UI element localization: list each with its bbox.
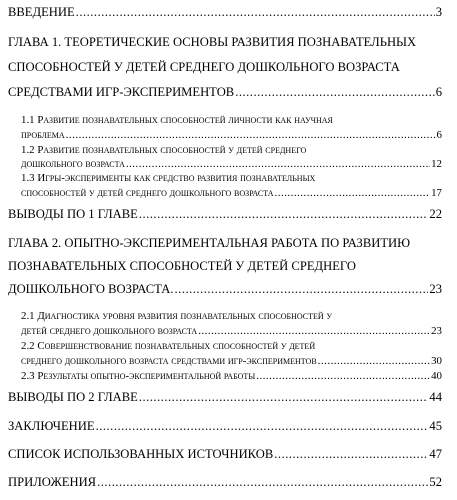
toc-page-number: 23 xyxy=(429,282,442,296)
toc-entry-title: ВЫВОДЫ ПО 1 ГЛАВЕ xyxy=(8,207,138,221)
toc-entry-title-line: детей среднего дошкольного возраста xyxy=(21,325,198,337)
toc-entry-title-line: 1.2 Развитие познавательных способностей у детей среднего xyxy=(21,144,307,156)
toc-entry-intro[interactable] xyxy=(8,5,442,20)
toc-entry-title-line: 2.1 Диагностика уровня развития познавательных способностей у xyxy=(21,310,333,322)
toc-page-number: 6 xyxy=(436,129,442,141)
toc-entry-title-line: ПОЗНАВАТЕЛЬНЫХ СПОСОБНОСТЕЙ У ДЕТЕЙ СРЕДНЕГО xyxy=(8,259,356,273)
dot-leader xyxy=(139,207,429,222)
toc-entry-last-line xyxy=(21,158,442,170)
toc-page-number: 12 xyxy=(431,158,442,170)
toc-entry-title-line: ГЛАВА 2. ОПЫТНО-ЭКСПЕРИМЕНТАЛЬНАЯ РАБОТА ПО РАЗВИТИЮ xyxy=(8,236,411,250)
toc-entry-last-line xyxy=(21,325,442,337)
toc-entry-conclusions-2[interactable] xyxy=(8,390,442,405)
dot-leader xyxy=(198,325,430,337)
toc-page-number: 45 xyxy=(429,419,442,433)
toc-entry-conclusion[interactable] xyxy=(8,419,442,434)
toc-entry-title: ВВЕДЕНИЕ xyxy=(8,5,75,19)
toc-page-number: 3 xyxy=(435,5,442,19)
dot-leader xyxy=(97,475,428,490)
dot-leader xyxy=(235,85,435,100)
toc-entry-title: СПИСОК ИСПОЛЬЗОВАННЫХ ИСТОЧНИКОВ xyxy=(8,447,274,461)
toc-entry-title-line: 2.2 Совершенствование познавательных способностей у детей xyxy=(21,340,316,352)
toc-page-number: 44 xyxy=(429,390,442,404)
toc-entry-appendix[interactable] xyxy=(8,475,442,490)
toc-page-number: 17 xyxy=(431,187,442,199)
toc-entry-title: ВЫВОДЫ ПО 2 ГЛАВЕ xyxy=(8,390,138,404)
toc-entry-title-line: 1.1 Развитие познавательных способностей личности как научная xyxy=(21,114,333,126)
toc-entry-last-line xyxy=(21,355,442,367)
toc-entry-last-line xyxy=(21,187,442,199)
toc-entry-title-line: ГЛАВА 1. ТЕОРЕТИЧЕСКИЕ ОСНОВЫ РАЗВИТИЯ ПОЗНАВАТЕЛЬНЫХ xyxy=(8,35,417,49)
toc-entry-title-line: способностей у детей среднего дошкольного возраста xyxy=(21,187,274,199)
toc-page-number: 22 xyxy=(429,207,442,221)
toc-entry-title-line: 1.3 Игры-эксперименты как средство развития познавательных xyxy=(21,172,316,184)
toc-page-number: 23 xyxy=(431,325,442,337)
dot-leader xyxy=(96,419,429,434)
toc-entry-title-line: СПОСОБНОСТЕЙ У ДЕТЕЙ СРЕДНЕГО ДОШКОЛЬНОГО ВОЗРАСТА xyxy=(8,60,400,74)
toc-entry-last-line xyxy=(21,129,442,141)
dot-leader xyxy=(76,5,435,20)
toc-entry-last-line xyxy=(8,85,442,100)
dot-leader xyxy=(274,447,428,462)
dot-leader xyxy=(275,187,431,199)
toc-entry-conclusions-1[interactable] xyxy=(8,207,442,222)
toc-entry-section-2-3[interactable] xyxy=(21,370,442,382)
toc-entry-title-line: ДОШКОЛЬНОГО ВОЗРАСТА. xyxy=(8,282,174,296)
toc-page-number: 6 xyxy=(435,85,442,99)
toc-entry-title-line: проблема xyxy=(21,129,65,141)
dot-leader xyxy=(175,282,429,297)
toc-entry-title: 2.3 Результаты опытно-экспериментальной работы xyxy=(21,370,256,382)
toc-entry-title: ПРИЛОЖЕНИЯ xyxy=(8,475,97,489)
dot-leader xyxy=(256,370,430,382)
toc-page-number: 52 xyxy=(429,475,442,489)
toc-page-number: 30 xyxy=(431,355,442,367)
toc-entry-references[interactable] xyxy=(8,447,442,462)
dot-leader xyxy=(318,355,430,367)
toc-entry-title-line: СРЕДСТВАМИ ИГР-ЭКСПЕРИМЕНТОВ xyxy=(8,85,235,99)
toc-entry-title: ЗАКЛЮЧЕНИЕ xyxy=(8,419,95,433)
toc-entry-title-line: дошкольного возраста xyxy=(21,158,125,170)
dot-leader xyxy=(126,158,430,170)
dot-leader xyxy=(66,129,436,141)
dot-leader xyxy=(139,390,429,405)
toc-entry-title-line: среднего дошкольного возраста средствами игр-экспериментов xyxy=(21,355,317,367)
toc-page-number: 47 xyxy=(429,447,442,461)
toc-entry-last-line xyxy=(8,282,442,297)
toc-page-number: 40 xyxy=(431,370,442,382)
